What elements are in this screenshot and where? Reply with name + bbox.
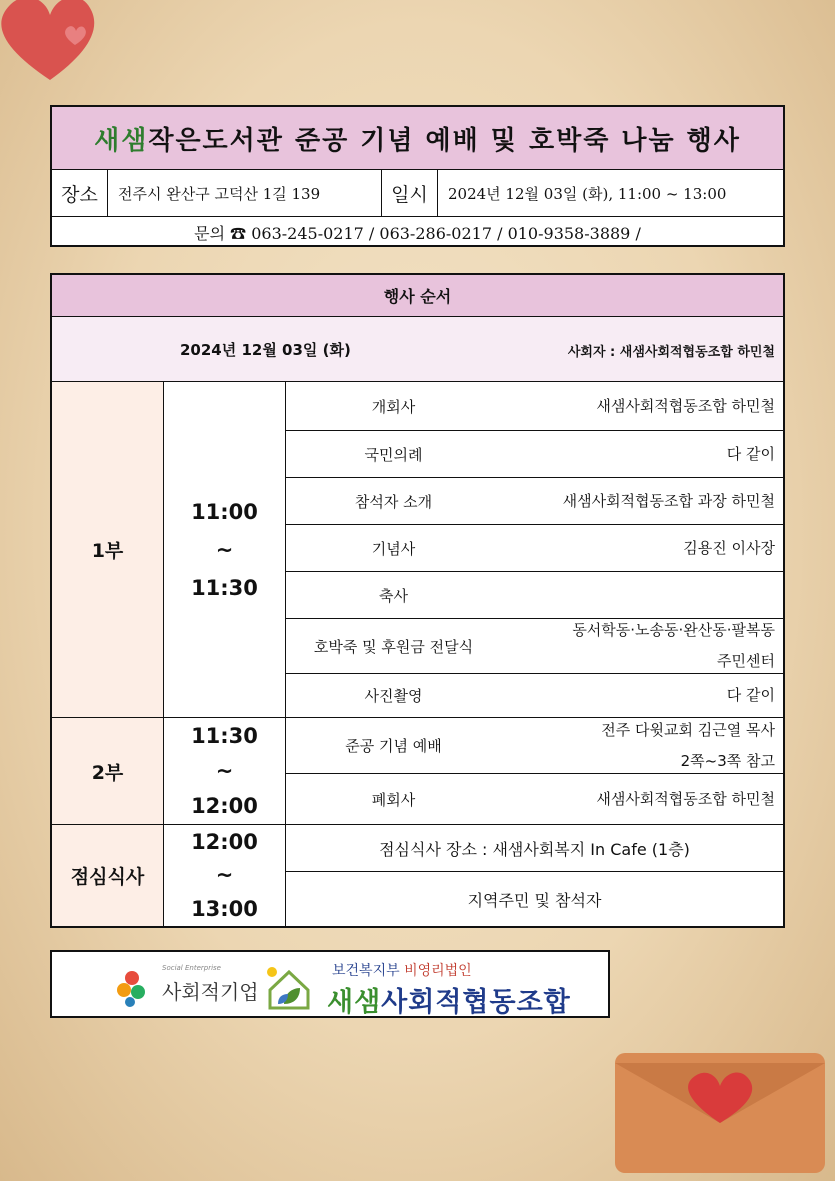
part-label: 점심식사	[52, 825, 164, 926]
date-value: 2024년 12월 03일 (화), 11:00 ~ 13:00	[448, 184, 727, 203]
part-time	[164, 718, 286, 825]
program-presenter: 새샘사회적협동조합 하민철	[596, 396, 775, 415]
program-name: 축사	[379, 586, 408, 605]
time-start: 11:30	[191, 723, 258, 748]
time-end: 12:00	[191, 794, 258, 819]
contact-info: 문의 ☎ 063-245-0217 / 063-286-0217 / 010-9358-3889 /	[194, 223, 641, 243]
title-rest: 작은도서관 준공 기념 예배 및 호박죽 나눔 행사	[148, 125, 741, 156]
time-sep: ~	[215, 758, 234, 783]
program-name: 폐회사	[371, 790, 416, 809]
event-info-box	[50, 105, 785, 247]
house-logo-icon	[262, 962, 317, 1012]
time-start: 11:00	[191, 499, 258, 524]
part-time	[164, 825, 286, 926]
part-label: 1부	[52, 382, 164, 718]
table-row	[286, 478, 783, 525]
time-start: 12:00	[191, 829, 258, 854]
table-row	[286, 674, 783, 718]
time-end: 11:30	[191, 575, 258, 600]
sponsor-logo-box	[50, 950, 610, 1018]
place-label: 장소	[52, 170, 108, 216]
social-enterprise-label: 사회적기업	[162, 980, 259, 1004]
social-enterprise-english: Social Enterprise	[162, 964, 221, 972]
program-presenter: 다 같이	[726, 444, 775, 463]
event-title	[52, 107, 783, 170]
part-label: 2부	[52, 718, 164, 825]
program-name: 기념사	[371, 539, 416, 558]
table-row	[286, 718, 783, 774]
lunch-attendees: 지역주민 및 참석자	[467, 890, 602, 910]
table-row	[286, 525, 783, 572]
program-name: 국민의례	[364, 445, 423, 464]
schedule-heading: 행사 순서	[52, 275, 783, 317]
schedule-date: 2024년 12월 03일 (화)	[180, 341, 351, 359]
place-value: 전주시 완산구 고덕산 1길 139	[108, 170, 382, 216]
program-presenter: 전주 다윗교회 김근열 목사 2쪽~3쪽 참고	[601, 720, 775, 770]
table-row	[286, 774, 783, 825]
program-presenter: 새샘사회적협동조합 과장 하민철	[562, 491, 775, 510]
program-presenter: 새샘사회적협동조합 하민철	[596, 789, 775, 808]
program-name: 준공 기념 예배	[345, 737, 442, 755]
table-row	[286, 382, 783, 431]
time-sep: ~	[215, 863, 234, 888]
lunch-place: 점심식사 장소 : 새샘사회복지 In Cafe (1층)	[286, 825, 783, 872]
social-enterprise-logo-icon	[102, 964, 157, 1009]
org-name: 새샘사회적협동조합	[327, 987, 571, 1018]
table-row	[286, 572, 783, 619]
schedule-table	[50, 273, 785, 928]
heart-decoration-icon	[0, 0, 105, 90]
place-date-row	[52, 170, 783, 217]
time-sep: ~	[215, 537, 234, 562]
table-row	[286, 431, 783, 478]
schedule-host: 사회자 : 새샘사회적협동조합 하민철	[567, 345, 775, 360]
program-name: 참석자 소개	[354, 492, 433, 511]
program-presenter: 다 같이	[726, 686, 775, 704]
time-end: 13:00	[191, 897, 258, 922]
program-name: 호박죽 및 후원금 전달식	[313, 637, 474, 656]
program-presenter: 김용진 이사장	[683, 538, 775, 557]
org-subtitle: 보건복지부 비영리법인	[332, 963, 472, 979]
table-row	[286, 619, 783, 674]
date-label: 일시	[382, 170, 438, 216]
program-name: 개회사	[371, 397, 416, 416]
title-highlight: 새샘	[94, 125, 149, 156]
part-time	[164, 382, 286, 718]
envelope-decoration-icon	[615, 1048, 825, 1173]
program-name: 사진촬영	[364, 687, 423, 705]
program-presenter: 동서학동·노송동·완산동·팔복동 주민센터	[572, 621, 775, 670]
schedule-subheader	[52, 317, 783, 382]
